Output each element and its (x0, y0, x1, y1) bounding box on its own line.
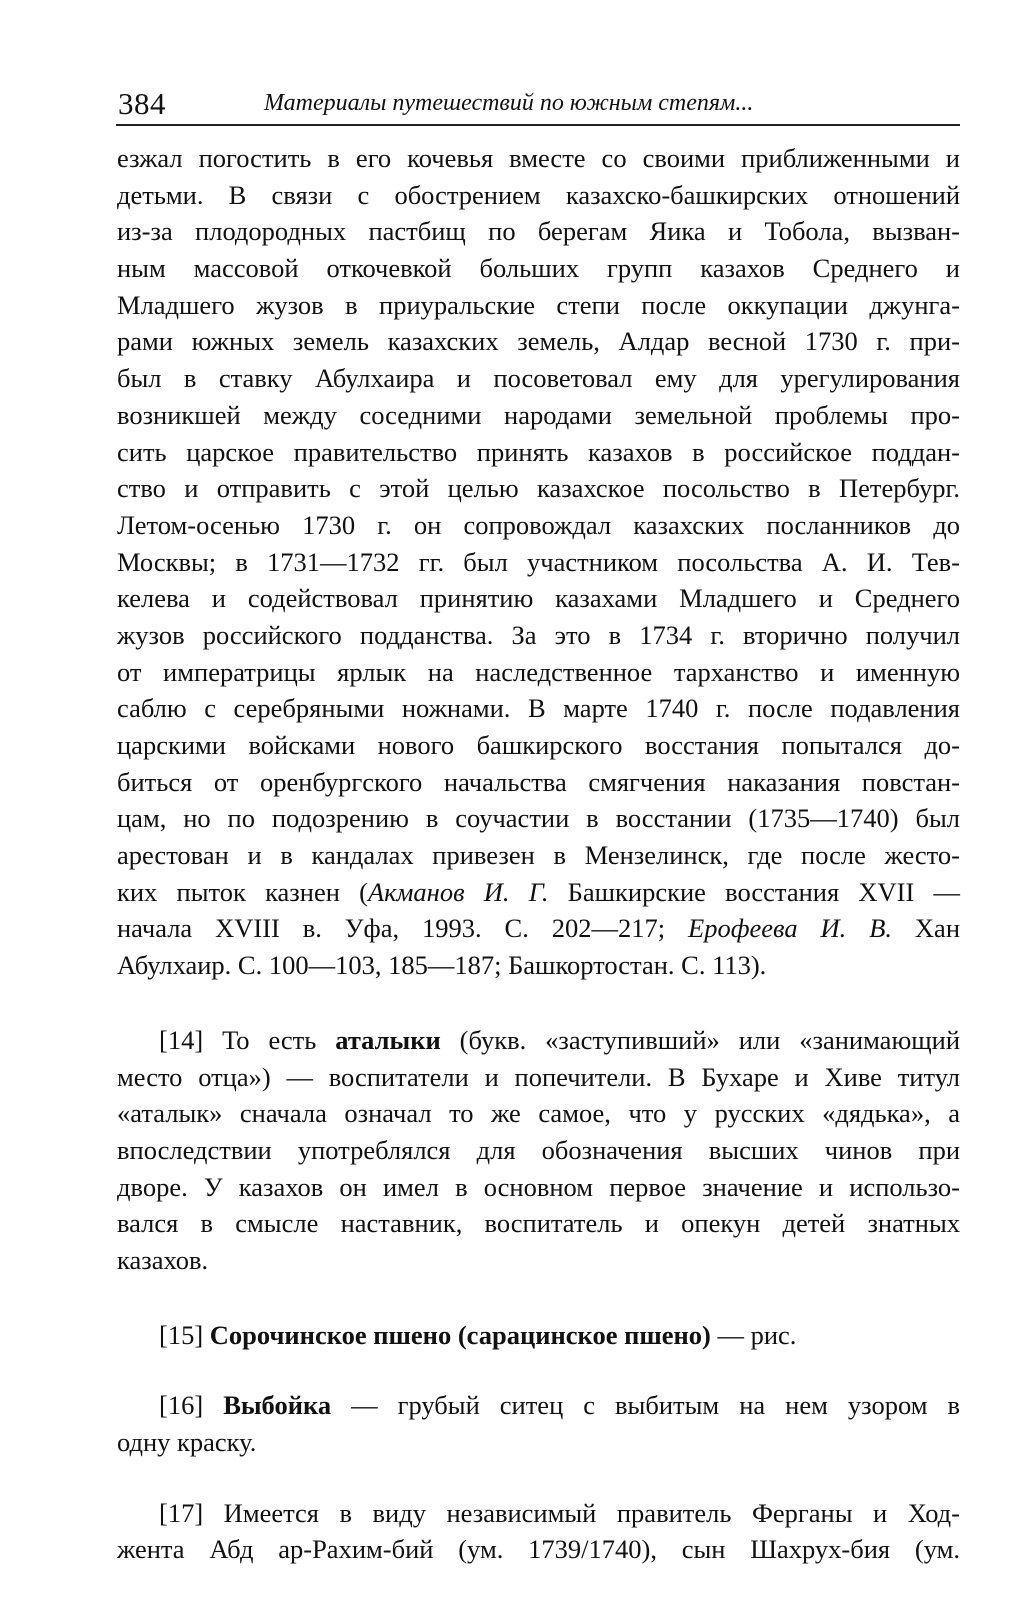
header-rule (116, 124, 960, 126)
commentary-continuation (117, 140, 960, 984)
text-span: Имеется в виду независимый правитель Ферганы и Ход- (203, 1497, 960, 1528)
text-line: одну краску. (117, 1427, 257, 1457)
text-line: от императрицы ярлык на наследственное тарханство и именную (117, 656, 960, 687)
page-body (117, 140, 960, 1568)
note-15 (117, 1317, 960, 1354)
text-line: Москвы; в 1731—1732 гг. был участником посольства А. И. Тев- (117, 546, 960, 577)
text-line: Летом-осенью 1730 г. он сопровождал казахских посланников до (117, 509, 960, 540)
text-line: арестован и в кандалах привезен в Мензелинск, где после жесто- (117, 840, 960, 871)
text-line: ным массовой откочевкой больших групп казахов Среднего и (117, 253, 960, 284)
note-marker: [16] (159, 1390, 204, 1421)
text-line: впоследствии употреблялся для обозначения высших чинов при (117, 1134, 960, 1165)
text-line: царскими войсками нового башкирского восстания попытался до- (117, 730, 960, 760)
text-line: жузов российского подданства. За это в 1734 г. вторично получил (117, 619, 960, 650)
text-line: саблю с серебряными ножнами. В марте 1740 г. после подавления (117, 693, 960, 724)
text-line: из-за плодородных пастбищ по берегам Яика и Тобола, вызван- (117, 216, 960, 247)
text-line: был в ставку Абулхаира и посоветовал ему для урегулирования (117, 363, 960, 394)
text-line: детьми. В связи с обострением казахско-башкирских отношений (117, 179, 960, 210)
text-span: — грубый ситец с выбитым на нем узором в (331, 1390, 961, 1421)
note-14 (117, 1022, 960, 1279)
text-line (117, 1317, 960, 1354)
text-line: цам, но по подозрению в соучастии в восстании (1735—1740) был (117, 803, 960, 834)
text-line: биться от оренбургского начальства смягчения наказания повстан- (117, 766, 960, 797)
text-line: сить царское правительство принять казахов в российское поддан- (117, 436, 960, 467)
text-line: Младшего жузов в приуральские степи после оккупации джунга- (117, 289, 960, 320)
note-marker: [14] (159, 1024, 204, 1055)
note-term: Выбойка (223, 1390, 332, 1421)
text-line: рами южных земель казахских земель, Алдар весной 1730 г. при- (117, 326, 960, 357)
running-title: Материалы путешествий по южным степям... (264, 90, 754, 116)
note-term: Сорочинское пшено (сарацинское пшено) (209, 1319, 711, 1350)
text-line (117, 1022, 960, 1059)
text-span: начала XVIII в. Уфа, 1993. С. 202—217; (117, 913, 689, 944)
text-line: место отца») — воспитатели и попечители. В Бухаре и Хиве титул (117, 1061, 960, 1092)
text-line: езжал погостить в его кочевья вместе со своими приближенными и (117, 143, 960, 173)
text-line: казахов. (117, 1244, 209, 1275)
note-term: аталыки (335, 1024, 441, 1055)
text-line (117, 1495, 960, 1532)
text-span: ких пыток казнен ( (117, 876, 368, 907)
text-span: — рис. (710, 1319, 797, 1350)
note-17 (117, 1495, 960, 1568)
text-line: ство и отправить с этой целью казахское посольство в Петербург. (117, 473, 960, 504)
text-span: Башкирские восстания XVII — (548, 876, 960, 907)
text-line (117, 874, 960, 911)
text-line: Абулхаир. С. 100—103, 185—187; Башкортостан. С. 113). (117, 950, 767, 981)
text-line: возникшей между соседними народами земельной проблемы про- (117, 399, 960, 430)
page-number: 384 (118, 86, 166, 121)
text-line: келева и содействовал принятию казахами Младшего и Среднего (117, 583, 960, 614)
note-marker: [17] (159, 1497, 204, 1528)
citation-author: Ерофеева И. В. (688, 913, 893, 944)
text-span: То есть (203, 1024, 336, 1055)
note-marker: [15] (159, 1319, 204, 1350)
text-line (117, 1387, 960, 1424)
text-line: вался в смысле наставник, воспитатель и опекун детей знатных (117, 1208, 960, 1239)
text-line: жента Абд ар-Рахим-бий (ум. 1739/1740), сын Шахрух-бия (ум. (117, 1534, 960, 1565)
text-line (117, 910, 960, 947)
page-header (118, 86, 960, 126)
text-span: (букв. «заступивший» или «занимающий (440, 1024, 961, 1055)
text-line: дворе. У казахов он имел в основном первое значение и использо- (117, 1171, 960, 1202)
note-16 (117, 1387, 960, 1460)
text-span: Хан (892, 913, 961, 944)
text-line: «аталык» сначала означал то же самое, что у русских «дядька», а (117, 1098, 960, 1129)
citation-author: Акманов И. Г. (367, 876, 549, 907)
